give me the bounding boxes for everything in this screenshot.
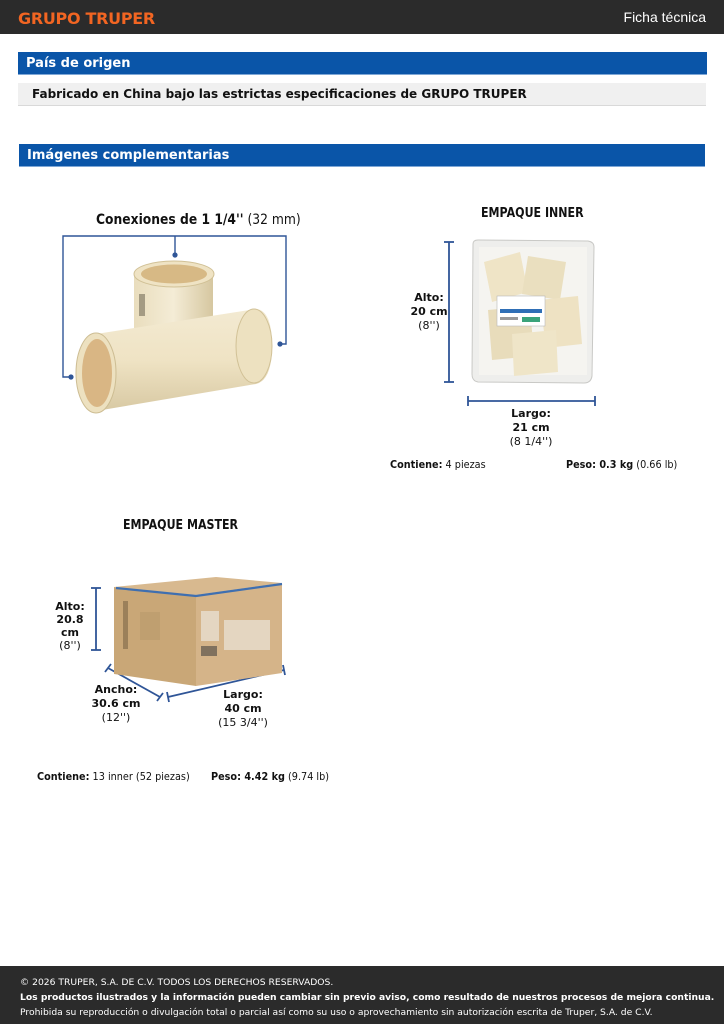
document-type: Ficha técnica bbox=[623, 9, 706, 25]
product-size-bold: Conexiones de 1 1/4'' bbox=[96, 212, 244, 228]
images-section-header: Imágenes complementarias bbox=[19, 144, 705, 167]
product-size-metric: (32 mm) bbox=[243, 212, 301, 228]
master-weight bbox=[211, 770, 329, 783]
master-package-title: EMPAQUE MASTER bbox=[123, 518, 239, 533]
master-weight-label: Peso: bbox=[211, 770, 241, 783]
footer-legal: Prohibida su reproducción o divulgación total o parcial así como su uso o aprovechamiento sin autorización escrita de Truper, S.A. de C.V. bbox=[20, 1007, 653, 1018]
inner-contains-value: 4 piezas bbox=[442, 458, 486, 471]
inner-weight-lb: (0.66 lb) bbox=[633, 458, 678, 471]
inner-height-label: Alto: bbox=[414, 291, 444, 304]
master-weight-lb: (9.74 lb) bbox=[284, 770, 330, 783]
brand-logo: GRUPO TRUPER bbox=[18, 9, 155, 28]
master-width-label: Ancho: bbox=[94, 683, 138, 696]
inner-length-value: 21 cm bbox=[512, 421, 550, 434]
master-length-dimension bbox=[214, 688, 272, 730]
master-weight-value: 4.42 kg bbox=[240, 770, 285, 783]
origin-text: Fabricado en China bajo las estrictas especificaciones de GRUPO TRUPER bbox=[18, 83, 706, 106]
inner-contains-label: Contiene: bbox=[390, 458, 443, 471]
master-contains-label: Contiene: bbox=[37, 770, 90, 783]
master-height-inches: (8'') bbox=[59, 639, 81, 652]
footer-notice: Los productos ilustrados y la información pueden cambiar sin previo aviso, como resultado de nuestros procesos de mejora continua. bbox=[20, 992, 715, 1003]
inner-weight-label: Peso: bbox=[566, 458, 596, 471]
master-height-label: Alto: bbox=[55, 600, 85, 613]
inner-height-value: 20 cm bbox=[410, 305, 448, 318]
inner-length-inches: (8 1/4'') bbox=[509, 435, 553, 448]
inner-length-label: Largo: bbox=[511, 407, 551, 420]
master-contains-value: 13 inner (52 piezas) bbox=[89, 770, 190, 783]
footer-copyright: © 2026 TRUPER, S.A. DE C.V. TODOS LOS DERECHOS RESERVADOS. bbox=[20, 977, 334, 988]
inner-height-inches: (8'') bbox=[418, 319, 440, 332]
footer bbox=[0, 966, 724, 1024]
master-height-value: 20.8 cm bbox=[56, 613, 84, 639]
master-length-value: 40 cm bbox=[224, 702, 262, 715]
master-width-value: 30.6 cm bbox=[91, 697, 141, 710]
master-width-dimension bbox=[88, 683, 144, 725]
master-width-inches: (12'') bbox=[101, 711, 131, 724]
inner-package-title: EMPAQUE INNER bbox=[481, 206, 584, 221]
master-length-inches: (15 3/4'') bbox=[218, 716, 268, 729]
master-contains bbox=[37, 770, 190, 783]
master-height-dimension bbox=[46, 600, 94, 652]
inner-weight-value: 0.3 kg bbox=[595, 458, 634, 471]
origin-section-header: País de origen bbox=[18, 52, 707, 75]
master-length-label: Largo: bbox=[223, 688, 263, 701]
